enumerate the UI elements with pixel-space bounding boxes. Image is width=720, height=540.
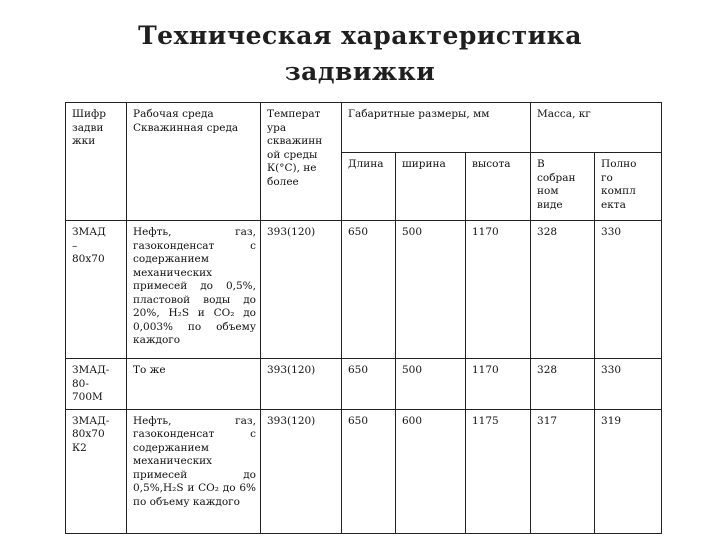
table-row	[66, 409, 662, 533]
row-full: 330	[595, 221, 662, 359]
row-code: ЗМАД- 80х70 К2	[66, 409, 127, 533]
row-height: 1175	[466, 409, 531, 533]
spec-table	[65, 102, 662, 534]
header-length: Длина	[342, 153, 396, 221]
header-mass: Масса, кг	[531, 103, 662, 153]
row-temp: 393(120)	[261, 409, 342, 533]
header-code: Шифр задви жки	[66, 103, 127, 221]
row-length: 650	[342, 221, 396, 359]
row-width: 600	[396, 409, 466, 533]
header-width: ширина	[396, 153, 466, 221]
header-temp: Температ ура скважинн ой среды К(°С), не более	[261, 103, 342, 221]
row-temp: 393(120)	[261, 221, 342, 359]
slide-title: Техническая характеристика задвижки	[138, 21, 582, 86]
row-code: ЗМАД – 80х70	[66, 221, 127, 359]
row-medium: Нефть, газ, газоконденсат с содержанием механических примесей до 0,5%, пластовой воды до 20%, H₂S и CO₂ до 0,003% по объему каждого	[127, 221, 261, 359]
row-full: 330	[595, 359, 662, 410]
row-medium: То же	[127, 359, 261, 410]
row-length: 650	[342, 359, 396, 410]
row-assembled: 328	[531, 221, 595, 359]
row-medium: Нефть, газ, газоконденсат с содержанием механических примесей до 0,5%,H₂S и CO₂ до 6% по объему каждого	[127, 409, 261, 533]
row-height: 1170	[466, 221, 531, 359]
row-length: 650	[342, 409, 396, 533]
header-assembled: В собран ном виде	[531, 153, 595, 221]
row-assembled: 317	[531, 409, 595, 533]
row-temp: 393(120)	[261, 359, 342, 410]
header-row-1	[66, 103, 662, 153]
row-code: ЗМАД- 80- 700М	[66, 359, 127, 410]
header-medium: Рабочая среда Скважинная среда	[127, 103, 261, 221]
row-assembled: 328	[531, 359, 595, 410]
header-height: высота	[466, 153, 531, 221]
row-height: 1170	[466, 359, 531, 410]
table-row	[66, 359, 662, 410]
row-width: 500	[396, 221, 466, 359]
header-dims: Габаритные размеры, мм	[342, 103, 531, 153]
table-row	[66, 221, 662, 359]
row-width: 500	[396, 359, 466, 410]
header-full: Полно го компл екта	[595, 153, 662, 221]
row-full: 319	[595, 409, 662, 533]
